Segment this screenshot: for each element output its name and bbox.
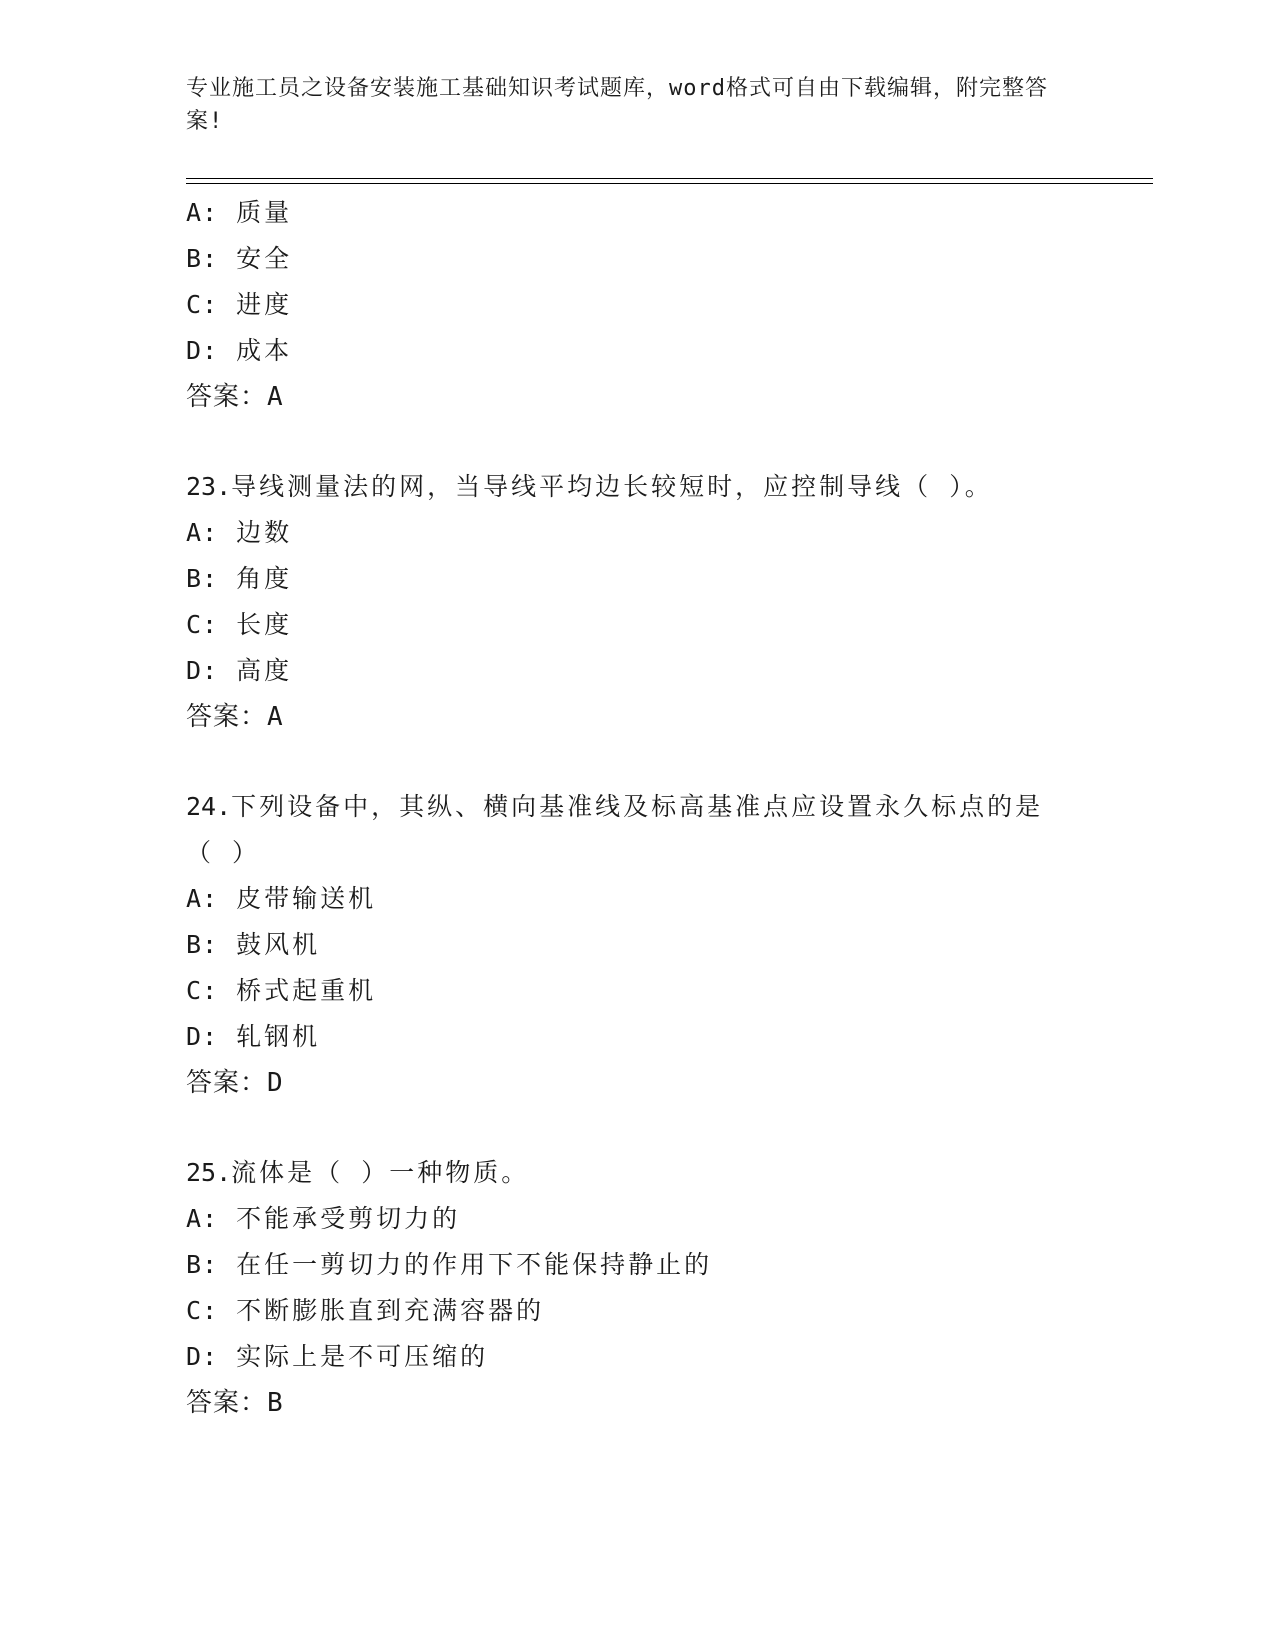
answer-line: 答案：A <box>186 702 284 732</box>
option-c: C: 长度 <box>186 610 293 639</box>
question-23 <box>186 464 1146 740</box>
option-d: D: 轧钢机 <box>186 1022 321 1051</box>
option-b: B: 在任一剪切力的作用下不能保持静止的 <box>186 1250 713 1279</box>
option-b: B: 鼓风机 <box>186 930 321 959</box>
question-number: 25. <box>186 1158 232 1187</box>
question-22-continued <box>186 190 1146 420</box>
option-a: A: 质量 <box>186 198 293 227</box>
answer-line: 答案：A <box>186 382 284 412</box>
question-list <box>186 190 1146 1426</box>
option-d: D: 实际上是不可压缩的 <box>186 1342 489 1371</box>
page-header: 专业施工员之设备安装施工基础知识考试题库，word格式可自由下载编辑，附完整答案! <box>186 76 1048 134</box>
answer-line: 答案：B <box>186 1388 284 1418</box>
spacer <box>186 420 1146 464</box>
option-d: D: 成本 <box>186 336 293 365</box>
option-b: B: 角度 <box>186 564 293 593</box>
option-c: C: 桥式起重机 <box>186 976 377 1005</box>
option-c: C: 不断膨胀直到充满容器的 <box>186 1296 545 1325</box>
question-stem-continued: （ ） <box>186 838 261 867</box>
option-a: A: 边数 <box>186 518 293 547</box>
question-24 <box>186 784 1146 1106</box>
option-b: B: 安全 <box>186 244 293 273</box>
option-d: D: 高度 <box>186 656 293 685</box>
question-stem: 23.导线测量法的网，当导线平均边长较短时，应控制导线（ ）。 <box>186 472 993 501</box>
question-stem: 25.流体是（ ）一种物质。 <box>186 1158 530 1187</box>
question-number: 23. <box>186 472 232 501</box>
header-double-rule <box>186 178 1153 184</box>
option-a: A: 皮带输送机 <box>186 884 377 913</box>
option-a: A: 不能承受剪切力的 <box>186 1204 461 1233</box>
spacer <box>186 1106 1146 1150</box>
question-number: 24. <box>186 792 232 821</box>
option-c: C: 进度 <box>186 290 293 319</box>
answer-line: 答案：D <box>186 1068 284 1098</box>
question-stem: 24.下列设备中，其纵、横向基准线及标高基准点应设置永久标点的是 <box>186 792 1044 821</box>
question-25 <box>186 1150 1146 1426</box>
spacer <box>186 740 1146 784</box>
